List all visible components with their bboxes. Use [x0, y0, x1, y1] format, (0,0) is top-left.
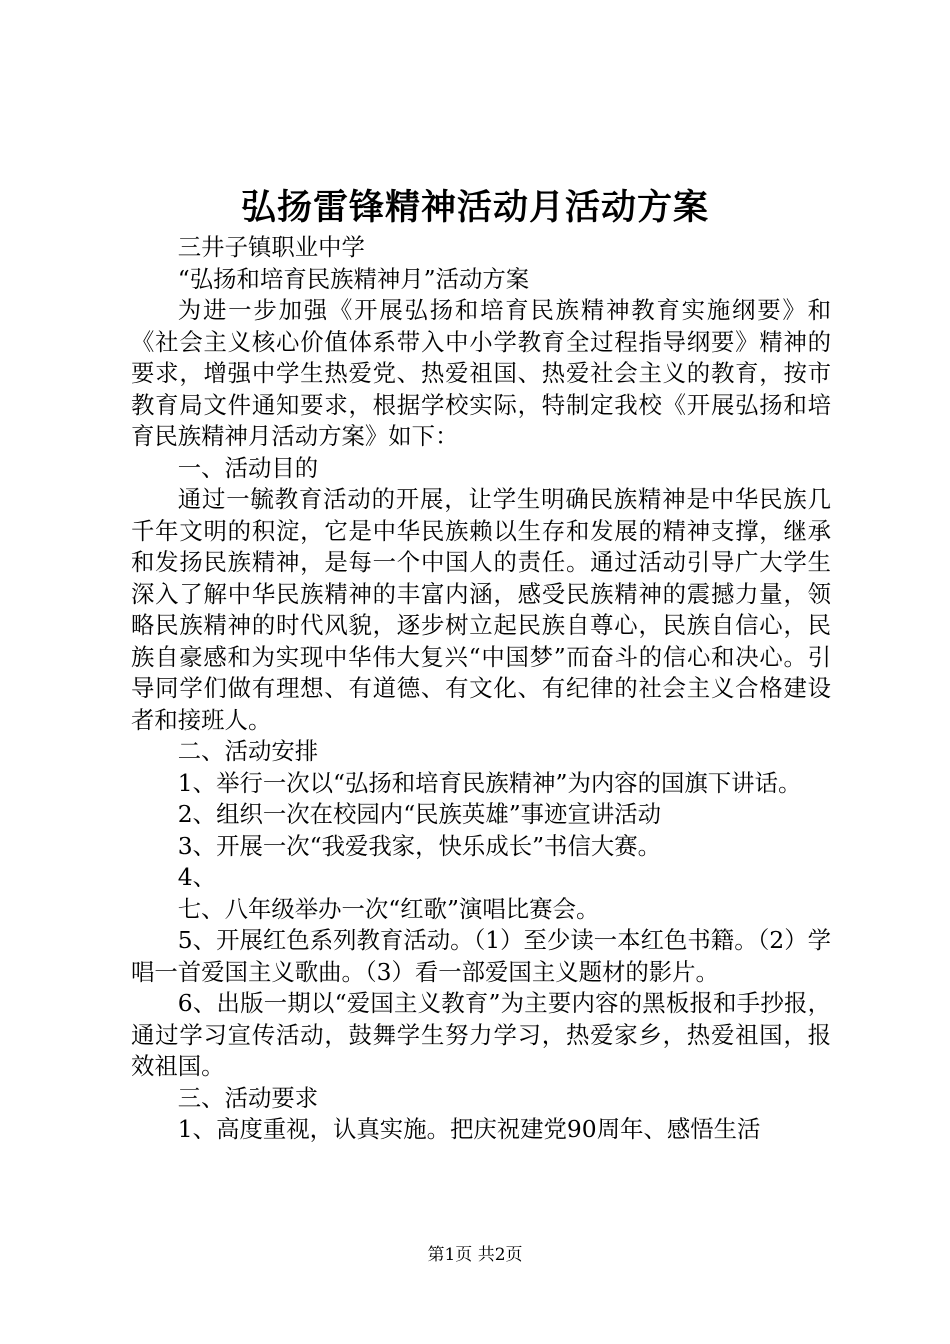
document-title: 弘扬雷锋精神活动月活动方案: [240, 187, 709, 228]
arrangement-item-2: 2、组织一次在校园内“民族英雄”事迹宣讲活动: [177, 800, 662, 828]
page-footer: 第1页 共2页: [427, 1245, 523, 1265]
school-name-line: 三井子镇职业中学: [177, 233, 365, 261]
arrangement-item-3: 3、开展一次“我爱我家，快乐成长”书信大赛。: [177, 831, 662, 860]
purpose-paragraph: 通过一毓教育活动的开展，让学生明确民族精神是中华民族几千年文明的积淀，它是中华民族赖以生存和发展的精神支撑，继承和发扬民族精神，是每一个中国人的责任。通过活动引导广大学生深入了解中华民族精神的丰富内涵，感受民族精神的震撼力量，领略民族精神的时代风貌，逐步树立起民族自尊心，民族自信心，民族自豪感和为实现中华伟大复兴“中国梦”而奋斗的信心和决心。引导同学们做有理想、有道德、有文化、有纪律的社会主义合格建设者和接班人。: [131, 485, 831, 734]
plan-subtitle-line: “弘扬和培育民族精神月”活动方案: [177, 264, 530, 293]
arrangement-item-4: 4、: [177, 863, 217, 891]
section-heading-arrangement: 二、活动安排: [177, 737, 319, 765]
arrangement-item-1: 1、举行一次以“弘扬和培育民族精神”为内容的国旗下讲话。: [177, 768, 802, 797]
arrangement-item-6: 6、出版一期以“爱国主义教育”为主要内容的黑板报和手抄报，通过学习宣传活动，鼓舞学生努力学习，热爱家乡，热爱祖国，报效祖国。: [131, 989, 831, 1080]
intro-paragraph: 为进一步加强《开展弘扬和培育民族精神教育实施纲要》和《社会主义核心价值体系带入中小学教育全过程指导纲要》精神的要求，增强中学生热爱党、热爱祖国、热爱社会主义的教育，按市教育局文件通知要求，根据学校实际，特制定我校《开展弘扬和培育民族精神月活动方案》如下：: [131, 296, 831, 450]
requirement-item-1: 1、高度重视，认真实施。把庆祝建党90周年、感悟生活: [177, 1115, 761, 1143]
arrangement-item-4-detail: 七、八年级举办一次“红歌”演唱比赛会。: [177, 894, 600, 923]
section-heading-purpose: 一、活动目的: [177, 453, 319, 482]
document-body: [131, 232, 831, 1146]
arrangement-item-5: 5、开展红色系列教育活动。（1）至少读一本红色书籍。（2）学唱一首爱国主义歌曲。（3）看一部爱国主义题材的影片。: [131, 926, 831, 986]
section-heading-requirements: 三、活动要求: [177, 1083, 319, 1112]
